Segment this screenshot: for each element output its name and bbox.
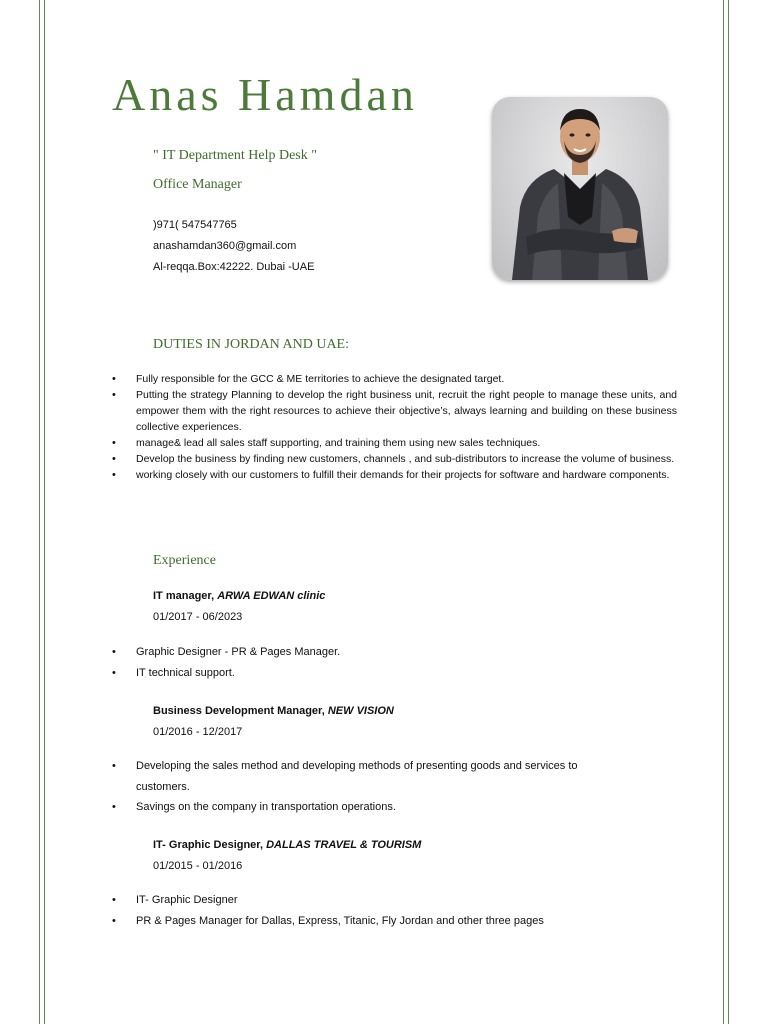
list-item: • Develop the business by finding new customers, channels , and sub-distributors to increase the volume of business. — [112, 451, 677, 467]
job-dates: 01/2016 - 12/2017 — [153, 726, 243, 738]
list-item: • Putting the strategy Planning to develop the right business unit, recruit the right people to manage these units, and empower them with the right resources to achieve their objective’s, always learning and building on these business collective experiences. — [112, 387, 677, 435]
job-dates: 01/2015 - 01/2016 — [153, 860, 243, 872]
list-item-continuation: customers. — [136, 781, 190, 793]
list-item: • Developing the sales method and developing methods of presenting goods and services to — [112, 760, 578, 772]
duties-heading: DUTIES IN JORDAN AND UAE: — [153, 337, 349, 352]
job-title-line2: Office Manager — [153, 177, 242, 192]
job-title — [153, 839, 421, 851]
job-role: Business Development Manager, — [153, 705, 325, 717]
job-role: IT- Graphic Designer, — [153, 839, 264, 851]
list-item: • Fully responsible for the GCC & ME territories to achieve the designated target. — [112, 371, 677, 387]
duties-list — [112, 371, 677, 483]
page-border-right-outer — [728, 0, 729, 1024]
list-item: • IT technical support. — [112, 667, 235, 679]
postal-address: Al-reqqa.Box:42222. Dubai -UAE — [153, 261, 315, 273]
candidate-name: Anas Hamdan — [112, 69, 418, 120]
list-item: • Savings on the company in transportation operations. — [112, 801, 396, 813]
list-item: • manage& lead all sales staff supporting, and training them using new sales techniques. — [112, 435, 677, 451]
job-company: ARWA EDWAN clinic — [217, 590, 326, 602]
list-item: • PR & Pages Manager for Dallas, Express, Titanic, Fly Jordan and other three pages — [112, 915, 544, 927]
email-address: anashamdan360@gmail.com — [153, 240, 297, 252]
job-title — [153, 590, 325, 602]
job-title-line1: " IT Department Help Desk " — [153, 148, 317, 163]
list-item: • IT- Graphic Designer — [112, 894, 238, 906]
page-border-left-outer — [39, 0, 40, 1024]
job-title — [153, 705, 394, 717]
person-portrait-icon — [492, 97, 668, 280]
phone-number: )971( 547547765 — [153, 219, 237, 231]
job-dates: 01/2017 - 06/2023 — [153, 611, 243, 623]
experience-heading: Experience — [153, 553, 216, 568]
profile-photo — [492, 97, 668, 280]
list-item: • Graphic Designer - PR & Pages Manager. — [112, 646, 341, 658]
job-role: IT manager, — [153, 590, 215, 602]
list-item: • working closely with our customers to fulfill their demands for their projects for software and hardware components. — [112, 467, 677, 483]
job-company: NEW VISION — [327, 705, 394, 717]
page-border-right-inner — [723, 0, 724, 1024]
job-company: DALLAS TRAVEL & TOURISM — [266, 839, 422, 851]
page-border-left-inner — [44, 0, 45, 1024]
